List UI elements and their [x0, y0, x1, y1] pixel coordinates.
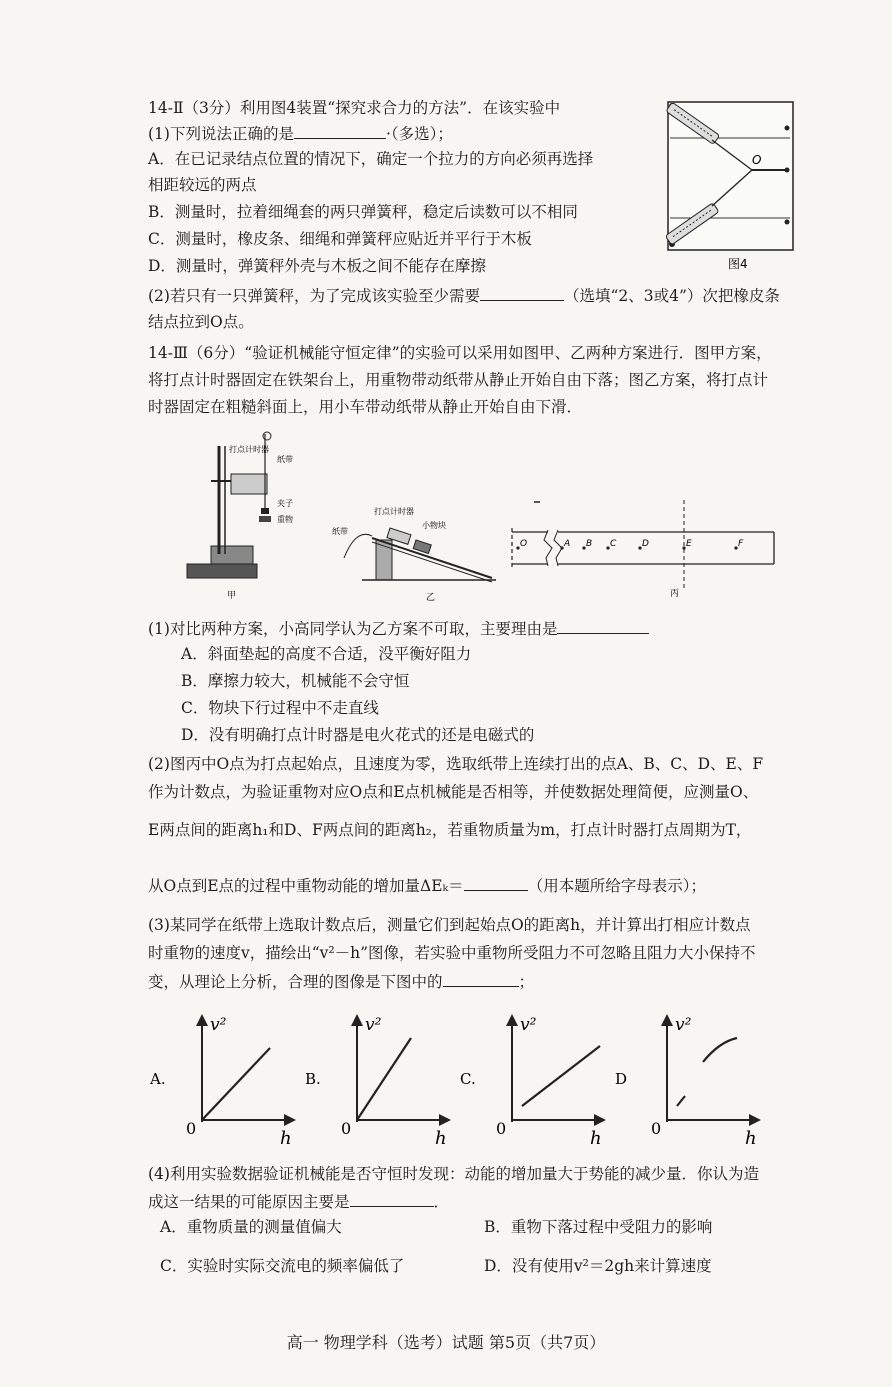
q14-3-part2-line1: (2)图丙中O点为打点起始点，且速度为零，选取纸带上连续打出的点A、B、C、D、E、F	[148, 755, 764, 773]
q14-2-option-c: C．测量时，橡皮条、细绳和弹簧秤应贴近并平行于木板	[148, 230, 532, 248]
q14-3-intro-line2: 将打点计时器固定在铁架台上，用重物带动纸带从静止开始自由下落；图乙方案，将打点计	[148, 371, 769, 389]
origin-label: 0	[186, 1119, 197, 1138]
tape-point-label-a: A	[564, 539, 571, 549]
q14-2-sub1-text: (1)下列说法正确的是	[148, 125, 294, 143]
q14-2-sub2-text: (2)若只有一只弹簧秤，为了完成该实验至少需要	[148, 287, 480, 305]
graph-line	[357, 1038, 411, 1120]
q14-3-part2-line3: E两点间的距离h₁和D、F两点间的距离h₂，若重物质量为m，打点计时器打点周期为T，	[148, 821, 752, 839]
q14-2-option-a-line2: 相距较远的两点	[148, 176, 257, 194]
x-axis-arrow	[749, 1114, 761, 1126]
fig-yi-timer-label: 打点计时器	[374, 507, 414, 516]
figure-bing-tape	[508, 500, 778, 600]
q14-3-part3-line1: (3)某同学在纸带上选取计数点后，测量它们到起始点O的距离h，并计算出打相应计数点	[148, 916, 751, 934]
q14-2-sub2-line2: 结点拉到O点。	[148, 313, 254, 331]
graph-line	[202, 1048, 270, 1120]
answer-blank[interactable]	[480, 284, 564, 301]
fig-jia-tape-label: 纸带	[277, 455, 293, 464]
graph-option-label: B.	[305, 1070, 321, 1088]
q14-2-option-d: D．测量时，弹簧秤外壳与木板之间不能存在摩擦	[148, 257, 486, 275]
tape-point-label-e: E	[686, 539, 692, 549]
q14-2-sub2-tail: （选填“2、3或4”）次把橡皮条	[563, 287, 780, 305]
answer-blank[interactable]	[443, 970, 519, 987]
q14-3-part4-line2-tail: ．	[433, 1193, 450, 1211]
x-axis-label: h	[590, 1128, 602, 1149]
fig-jia-clip-label: 夹子	[277, 499, 293, 508]
q14-3-part3-line3-tail: ；	[518, 973, 535, 991]
fig-yi-block-label: 小物块	[422, 521, 446, 530]
tape-point-label-b: B	[586, 539, 593, 549]
answer-blank[interactable]	[557, 617, 649, 634]
graph-line	[677, 1038, 737, 1106]
fig-bing-caption: 丙	[670, 589, 680, 599]
y-axis-arrow	[351, 1014, 363, 1026]
q14-3-part4-option-c: C．实验时实际交流电的频率偏低了	[160, 1257, 405, 1275]
q14-3-part2-line2: 作为计数点，为验证重物对应O点和E点机械能是否相等，并使数据处理简便，应测量O、	[148, 783, 759, 801]
q14-2-option-a-line1: A．在已记录结点位置的情况下，确定一个拉力的方向必须再选择	[148, 150, 594, 168]
graph-option-label: C.	[460, 1070, 476, 1088]
x-axis-label: h	[280, 1128, 292, 1149]
q14-3-part3-line2: 时重物的速度v，描绘出“v²－h”图像，若实验中重物所受阻力不可忽略且阻力大小保持不	[148, 944, 756, 962]
q14-3-part3-line3-text: 变，从理论上分析，合理的图像是下图中的	[148, 973, 443, 991]
fig-jia-caption: 甲	[227, 591, 237, 601]
fig-jia-weight-label: 重物	[277, 515, 293, 524]
fig-jia-timer-label: 打点计时器	[229, 445, 269, 454]
origin-label: 0	[651, 1119, 662, 1138]
tape-point-label-o: O	[520, 539, 528, 549]
q14-3-part2-line4	[148, 874, 706, 897]
page-footer: 高一 物理学科（选考）试题 第5页（共7页）	[286, 1333, 606, 1352]
x-axis-label: h	[435, 1128, 447, 1149]
graph-option-d	[615, 1010, 765, 1150]
figure-yi-diagram	[332, 498, 502, 604]
tape-point-label-c: C	[610, 539, 617, 549]
y-axis-arrow	[506, 1014, 518, 1026]
fig-yi-caption: 乙	[426, 593, 436, 603]
q14-2-sub1	[148, 122, 453, 145]
q14-2-sub1-tail: ·（多选）；	[385, 125, 453, 143]
y-axis-label: v²	[365, 1015, 382, 1035]
y-axis-label: v²	[520, 1015, 537, 1035]
fig4-point-o: O	[752, 153, 762, 167]
graph-option-label: A.	[150, 1070, 166, 1088]
x-axis-arrow	[439, 1114, 451, 1126]
q14-3-part1-option-c: C．物块下行过程中不走直线	[181, 699, 379, 717]
graph-option-a	[150, 1010, 300, 1150]
q14-3-part4-line2-text: 成这一结果的可能原因主要是	[148, 1193, 350, 1211]
x-axis-arrow	[594, 1114, 606, 1126]
q14-3-part4-option-a: A．重物质量的测量值偏大	[160, 1218, 342, 1236]
origin-label: 0	[496, 1119, 507, 1138]
q14-3-part1	[148, 617, 649, 640]
q14-3-intro-line1: 14-Ⅲ（6分）“验证机械能守恒定律”的实验可以采用如图甲、乙两种方案进行．图甲方案，	[148, 344, 772, 362]
y-axis-label: v²	[675, 1015, 692, 1035]
q14-2-title: 14-Ⅱ（3分）利用图4装置“探究求合力的方法”．在该实验中	[148, 99, 561, 117]
y-axis-arrow	[196, 1014, 208, 1026]
q14-3-part1-option-b: B．摩擦力较大，机械能不会守恒	[181, 672, 410, 690]
origin-label: 0	[341, 1119, 352, 1138]
q14-3-part1-option-d: D．没有明确打点计时器是电火花式的还是电磁式的	[181, 726, 535, 744]
graph-line	[522, 1046, 600, 1106]
tape-point-label-d: D	[642, 539, 649, 549]
q14-3-part4-line1: (4)利用实验数据验证机械能是否守恒时发现：动能的增加量大于势能的减少量．你认为造	[148, 1165, 759, 1183]
x-axis-label: h	[745, 1128, 757, 1149]
graph-option-c	[460, 1010, 610, 1150]
answer-blank[interactable]	[464, 874, 528, 891]
x-axis-arrow	[284, 1114, 296, 1126]
q14-3-part4-line2	[148, 1190, 449, 1213]
figure-jia-diagram	[185, 426, 305, 601]
y-axis-arrow	[661, 1014, 673, 1026]
tape-point-label-f: F	[738, 539, 744, 549]
q14-3-part3-line3	[148, 970, 534, 993]
graph-option-label: D	[615, 1070, 628, 1088]
q14-3-intro-line3: 时器固定在粗糙斜面上，用小车带动纸带从静止开始自由下滑．	[148, 398, 583, 416]
figure-4-diagram	[660, 98, 800, 273]
fig4-caption: 图4	[728, 257, 748, 271]
q14-3-part2-line4-text: 从O点到E点的过程中重物动能的增加量ΔEₖ＝	[148, 877, 464, 895]
fig-yi-tape-label: 纸带	[332, 527, 348, 536]
q14-3-part4-option-d: D．没有使用v²＝2gh来计算速度	[484, 1257, 712, 1275]
graph-option-b	[305, 1010, 455, 1150]
q14-3-part1-option-a: A．斜面垫起的高度不合适，没平衡好阻力	[181, 645, 472, 663]
q14-3-part4-option-b: B．重物下落过程中受阻力的影响	[484, 1218, 713, 1236]
answer-blank[interactable]	[294, 122, 386, 139]
answer-blank[interactable]	[350, 1190, 434, 1207]
tape-point-group	[516, 539, 744, 550]
y-axis-label: v²	[210, 1015, 227, 1035]
q14-3-part2-line4-tail: （用本题所给字母表示）；	[527, 877, 706, 895]
q14-3-part1-text: (1)对比两种方案，小高同学认为乙方案不可取，主要理由是	[148, 620, 558, 638]
q14-2-option-b: B．测量时，拉着细绳套的两只弹簧秤，稳定后读数可以不相同	[148, 203, 578, 221]
q14-2-sub2	[148, 284, 780, 307]
